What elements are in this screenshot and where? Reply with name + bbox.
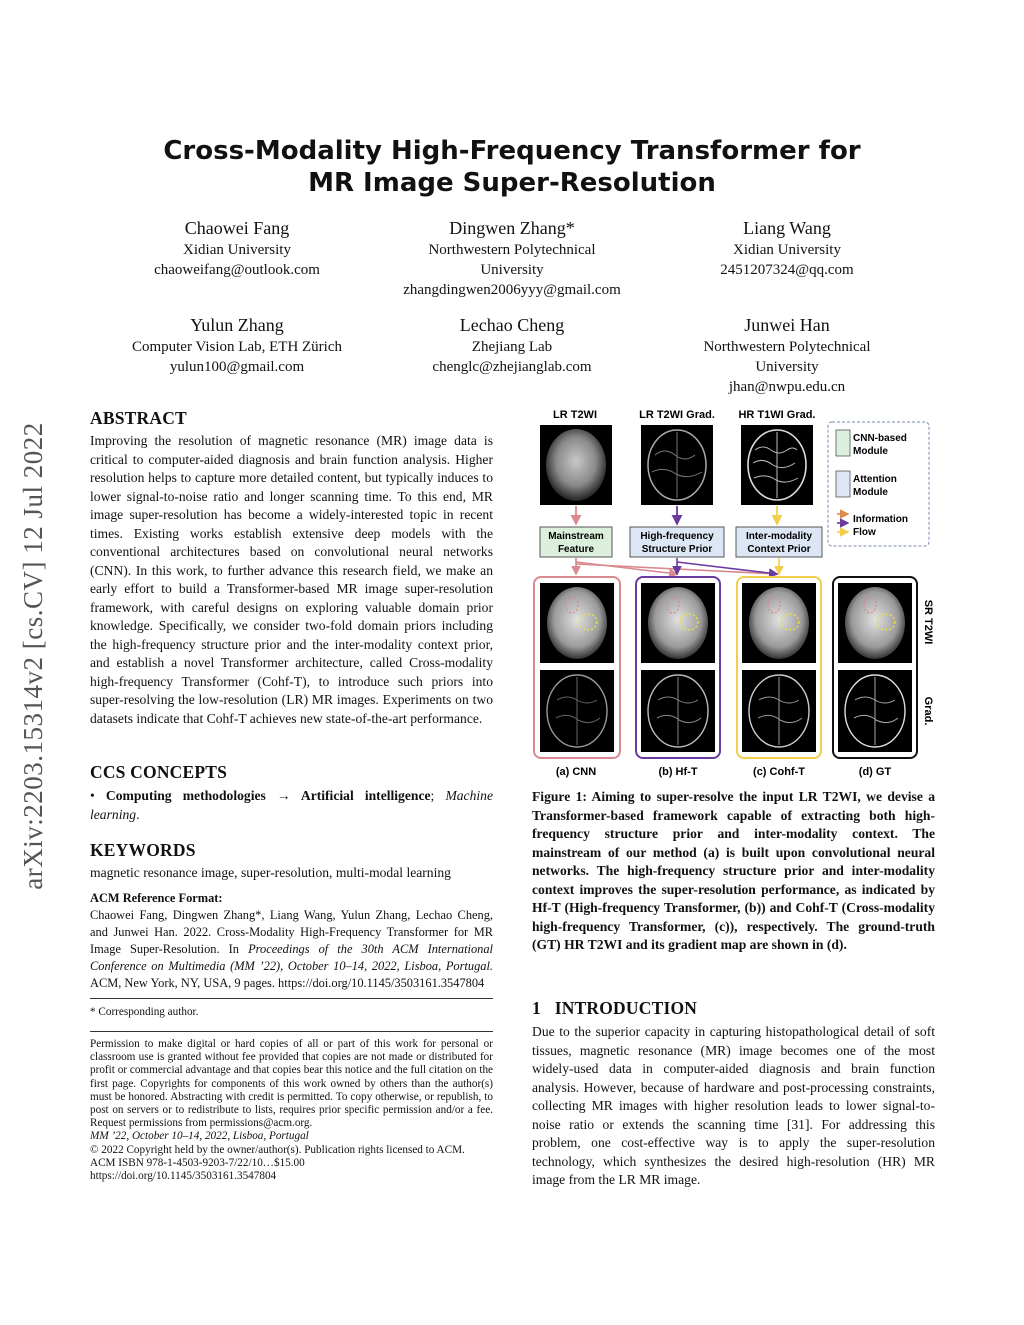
intro-heading-number: 1 [532,998,541,1018]
acm-ref-venue: Proceedings of the 30th ACM International Conference on Multimedia (MM ’22), October 10–14, 2022, Lisboa, Portugal. [90,942,493,973]
isbn-line: ACM ISBN 978-1-4503-9203-7/22/10…$15.00 [90,1156,305,1169]
acm-ref-heading: ACM Reference Format: [90,891,223,905]
title-line-2: MR Image Super-Resolution [308,168,716,198]
column-label: (b) Hf-T [658,766,698,778]
ccs-subcategory: Machine learning [90,788,493,822]
abstract-text: Improving the resolution of magnetic resonance (MR) image data is critical to computer-aided diagnosis and brain function analysis. Higher resolution helps to capture more detailed content, but typically induces to lower signal-to-noise ratio and longer scanning time. To this end, MR image super-resolution has become a widely-interested topic in recent times. Existing works establish extensive deep models with the conventional architectures based on convolutional neural networks (CNN). In this work, to further advance this research field, we make an early effort to build a Transformer-based MR image super-resolution framework, with careful designs on exploring valuable domain prior knowledge. Specifically, we consider two-fold domain priors including the high-frequency structure prior and the inter-modality context prior, and establish a novel Transformer architecture, called Cross-modality high-frequency Transformer (Cohf-T), to introduce such priors into super-resolving the low-resolution (LR) MR images. Experiments on two datasets indicate that Cohf-T achieves new state-of-the-art performance. [90,433,493,726]
legend-label: Information [853,514,908,525]
row-label-sr: SR T2WI [922,599,934,645]
input-image-lr-grad [641,425,713,505]
intro-heading-text: INTRODUCTION [554,998,698,1018]
method-column-cnn [534,577,620,758]
prior-box-mainstream [540,527,612,557]
acm-ref-authors: Chaowei Fang, Dingwen Zhang*, Liang Wang, Yulun Zhang, Lechao Cheng, and Junwei Han. 2022. Cross-Modality High-Frequency Transformer for MR Image Super-Resolution. In [90,908,493,956]
author-affiliation: Computer Vision Lab, ETH Zürich [131,339,343,355]
method-column-cohf-t [737,577,821,758]
ccs-heading: CCS CONCEPTS [90,762,228,782]
legend-label: Module [853,487,888,498]
author-name: Liang Wang [743,218,831,238]
column-label: (c) Cohf-T [753,766,805,778]
svg-text:Structure Prior: Structure Prior [641,544,713,555]
author-block [670,216,904,280]
svg-text:Mainstream: Mainstream [548,531,604,542]
author-name: Lechao Cheng [459,315,565,335]
figure-1 [530,400,940,785]
author-name: Chaowei Fang [184,218,290,238]
permission-text: Permission to make digital or hard copies of all or part of this work for personal or classroom use is granted without fee provided that copies are not made or distributed for profit or commercial advantage and that copies bear this notice and the full citation on the first page. Copyrights for components of this work owned by others than the author(s) must be honored. Abstracting with credit is permitted. To copy otherwise, or republish, to post on servers or to redistribute to lists, requires prior specific permission and/or a fee. Request permissions from permissions@acm.org. [90,1038,493,1130]
keywords-heading: KEYWORDS [90,840,196,860]
author-affiliation: Zhejiang Lab [471,339,553,355]
input-label: LR T2WI [553,409,597,421]
abstract-heading: ABSTRACT [90,408,187,428]
input-label: LR T2WI Grad. [639,409,715,421]
title-line-1: Cross-Modality High-Frequency Transformer for [163,136,861,166]
figure-caption: Figure 1: Aiming to super-resolve the input LR T2WI, we devise a Transformer-based framework capable of extracting both high-frequency structure prior and inter-modality context. The mainstream of our method (a) is built upon convolutional neural networks. The high-frequency structure prior and inter-modality context improves the super-resolution performance, as indicated by Hf-T (High-frequency Transformer, (b)) and Cohf-T (Cross-modality high-frequency Transformer, (c)), respectively. The ground-truth (GT) HR T2WI and its gradient map are shown in (d). [532,789,935,952]
svg-text:Feature: Feature [557,544,595,555]
prior-box-inter-modality [736,527,822,557]
author-block [376,313,648,377]
column-label: (d) GT [858,766,892,778]
author-affiliation: Xidian University [183,242,291,258]
intro-text: Due to the superior capacity in capturing histopathological detail of soft tissues, magnetic resonance (MR) image becomes one of the most widely-used data in computer-aided diagnosis and brain function analysis. However, because of hardware and post-processing constraints, collecting MR images with higher resolution leads to lower signal-to-noise ratio or extends the scanning time [31]. For addressing this problem, one cost-effective way is to apply the super-resolution technology, which synthesizes the desired high-resolution (HR) MR image from the LR MR image. [532,1024,935,1187]
legend-label: CNN-based [853,433,907,444]
author-email: chenglc@zhejianglab.com [432,359,592,375]
ccs-separator: ; [430,788,446,803]
acm-ref-pub: ACM, New York, NY, USA, 9 pages. https://doi.org/10.1145/3503161.3547804 [90,976,485,990]
author-name: Yulun Zhang [190,315,284,335]
author-affiliation: University [480,262,544,278]
author-affiliation: Northwestern Polytechnical [703,339,871,355]
copyright-line: © 2022 Copyright held by the owner/author(s). Publication rights licensed to ACM. [90,1143,465,1156]
ccs-bullet: • [90,788,106,803]
legend-label: Attention [853,474,897,485]
method-column-hf-t [636,577,720,758]
permission-rule [90,1031,493,1032]
legend-label: Module [853,446,888,457]
input-label: HR T1WI Grad. [738,409,816,421]
column-label: (a) CNN [555,766,597,778]
author-email: 2451207324@qq.com [720,262,854,278]
input-image-hr-t1wi-grad [741,425,813,505]
author-name: Dingwen Zhang* [449,218,575,238]
input-image-lr-t2wi [540,425,612,505]
author-email: yulun100@gmail.com [169,359,305,375]
author-name: Junwei Han [744,315,830,335]
author-block [120,216,354,280]
footnote: * Corresponding author. [90,1006,199,1018]
author-email: chaoweifang@outlook.com [154,262,320,278]
keywords-text: magnetic resonance image, super-resolution, multi-modal learning [90,865,451,880]
intro-heading [532,998,697,1019]
acm-ref-text [90,907,493,992]
author-block [376,216,648,300]
footnote-rule [90,998,493,999]
author-affiliation: University [755,359,819,375]
author-affiliation: Xidian University [733,242,841,258]
author-affiliation: Northwestern Polytechnical [428,242,596,258]
flow-lines [576,558,779,574]
row-label-grad: Grad. [922,696,934,726]
svg-text:High-frequency: High-frequency [640,531,714,542]
author-email: zhangdingwen2006yyy@gmail.com [403,282,621,298]
ccs-end: . [136,806,140,822]
author-block [670,313,904,397]
doi-line: https://doi.org/10.1145/3503161.3547804 [90,1170,277,1183]
method-column-gt [833,577,917,758]
author-email: jhan@nwpu.edu.cn [728,379,846,395]
ccs-concepts [90,787,493,824]
permission-notice [90,1038,493,1183]
svg-text:Inter-modality: Inter-modality [745,531,813,542]
author-block [110,313,364,377]
ccs-category: Computing methodologies → Artificial intelligence [105,788,431,803]
paper-title [120,135,904,199]
legend-label: Flow [853,527,876,538]
venue-line: MM ’22, October 10–14, 2022, Lisboa, Portugal [90,1130,309,1143]
prior-box-high-frequency [630,527,724,557]
svg-text:Context Prior: Context Prior [747,544,811,555]
arxiv-stamp: arXiv:2203.15314v2 [cs.CV] 12 Jul 2022 [18,422,48,890]
figure-legend [828,422,929,546]
